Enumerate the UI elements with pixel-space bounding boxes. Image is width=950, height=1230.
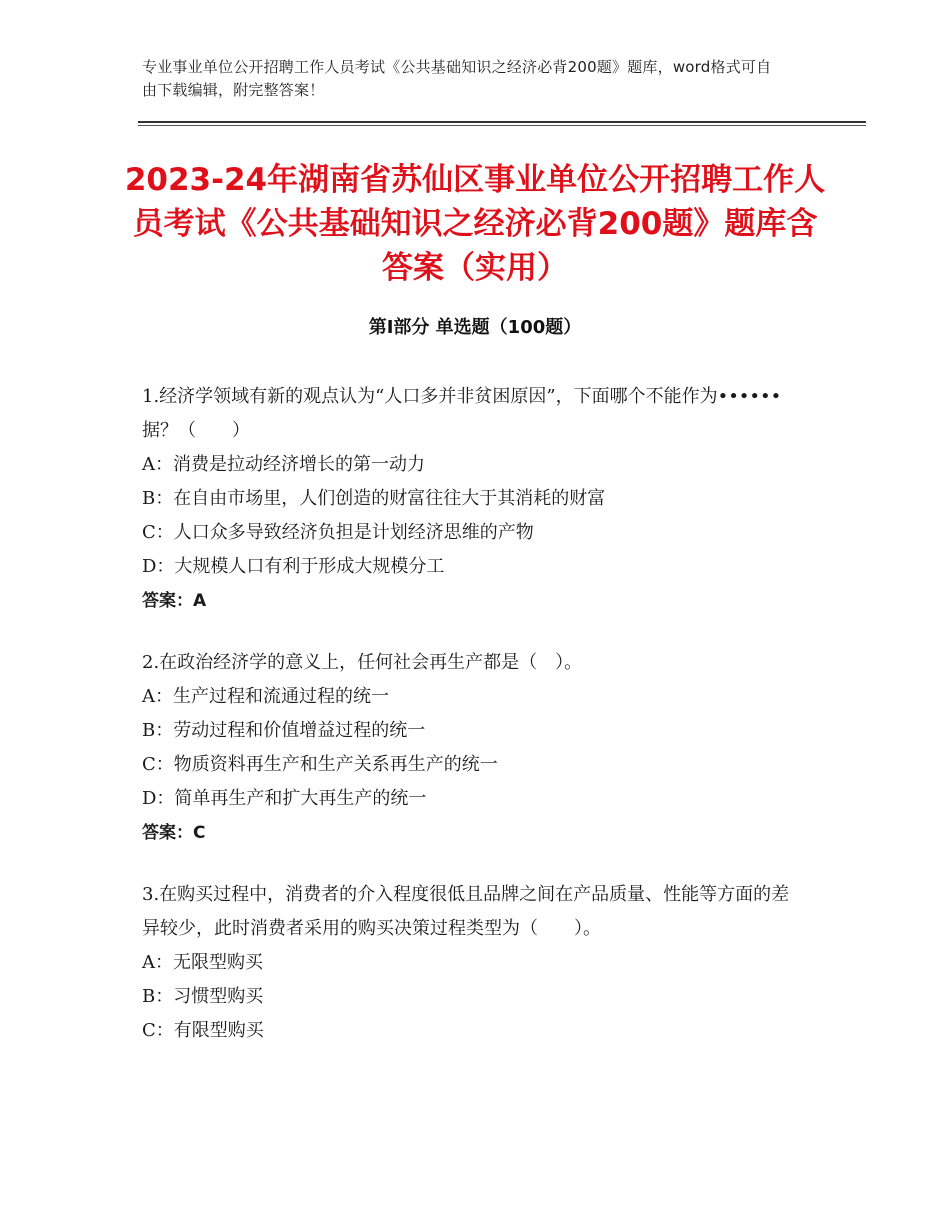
- question-stem: 2.在政治经济学的意义上，任何社会再生产都是（ ）。: [142, 652, 583, 673]
- header-note: 专业事业单位公开招聘工作人员考试《公共基础知识之经济必背200题》题库，word格式可自由下载编辑，附完整答案！: [142, 58, 772, 99]
- option-b: B：在自由市场里，人们创造的财富往往大于其消耗的财富: [142, 488, 606, 509]
- option-a: A：消费是拉动经济增长的第一动力: [142, 454, 425, 475]
- question-2: [142, 646, 802, 850]
- option-b: B：习惯型购买: [142, 986, 264, 1007]
- question-stem: 1.经济学领域有新的观点认为“人口多并非贫困原因”，下面哪个不能作为••••••据？（ ）: [142, 386, 782, 441]
- header-divider: [138, 121, 866, 126]
- question-list: [142, 380, 802, 1076]
- option-c: C：物质资料再生产和生产关系再生产的统一: [142, 754, 498, 775]
- option-d: D：简单再生产和扩大再生产的统一: [142, 788, 427, 809]
- option-d: D：大规模人口有利于形成大规模分工: [142, 556, 445, 577]
- option-b: B：劳动过程和价值增益过程的统一: [142, 720, 426, 741]
- answer-line: 答案：A: [142, 591, 207, 611]
- section-heading: 第Ⅰ部分 单选题（100题）: [368, 317, 582, 338]
- document-title: 2023-24年湖南省苏仙区事业单位公开招聘工作人员考试《公共基础知识之经济必背200题》题库含答案（实用）: [124, 162, 826, 286]
- option-a: A：无限型购买: [142, 952, 263, 973]
- answer-line: 答案：C: [142, 823, 206, 843]
- question-1: [142, 380, 802, 618]
- option-c: C：有限型购买: [142, 1020, 264, 1041]
- question-stem: 3.在购买过程中，消费者的介入程度很低且品牌之间在产品质量、性能等方面的差异较少，此时消费者采用的购买决策过程类型为（ ）。: [142, 884, 790, 939]
- option-a: A：生产过程和流通过程的统一: [142, 686, 389, 707]
- option-c: C：人口众多导致经济负担是计划经济思维的产物: [142, 522, 534, 543]
- question-3: [142, 878, 802, 1048]
